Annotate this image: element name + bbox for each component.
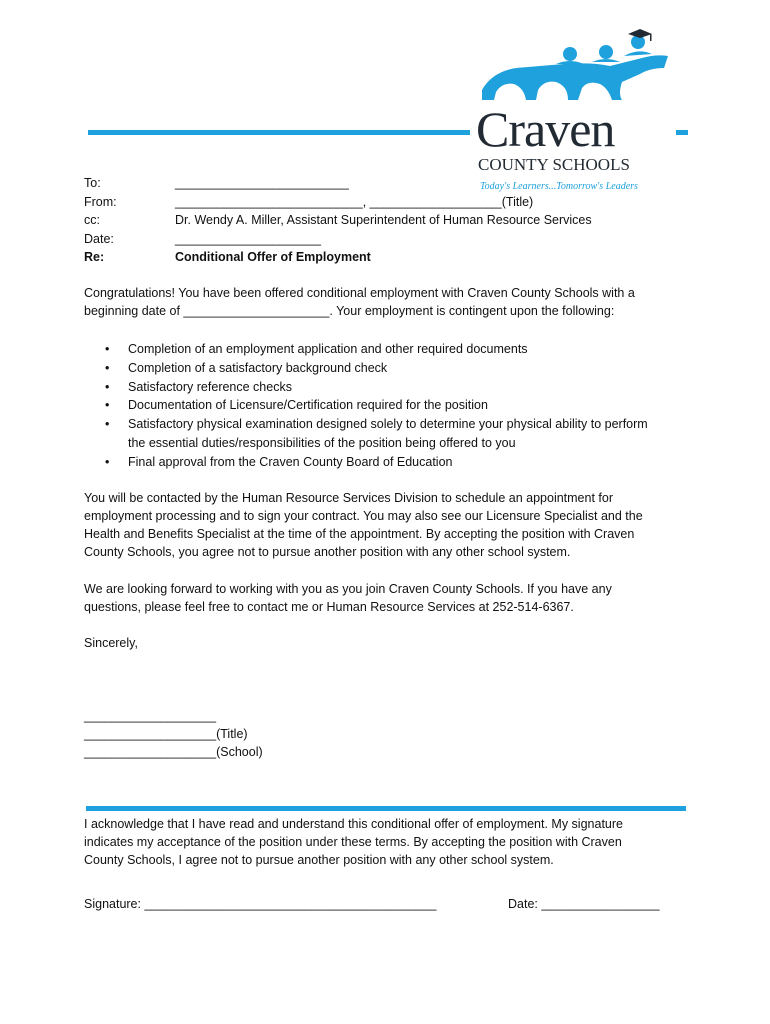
paragraph-line: Health and Benefits Specialist at the time of the appointment. By accepting the position with Craven <box>84 527 635 541</box>
bullet-icon: • <box>105 417 110 432</box>
bullet-icon: • <box>105 342 110 356</box>
list-item-text: Final approval from the Craven County Board of Education <box>128 454 453 469</box>
list-item-text: Satisfactory physical examination designed solely to determine your physical ability to perform <box>128 417 648 432</box>
list-item-text: Documentation of Licensure/Certification required for the position <box>128 398 488 413</box>
memo-to-label: To: <box>84 176 101 190</box>
list-item <box>84 415 648 434</box>
signatory-school-line: ___________________(School) <box>84 745 263 759</box>
list-item <box>84 453 648 472</box>
memo-subject: Conditional Offer of Employment <box>175 250 371 264</box>
list-item-text: Completion of a satisfactory background check <box>128 360 388 375</box>
bullet-icon: • <box>105 454 110 469</box>
memo-cc-label: cc: <box>84 213 100 227</box>
paragraph-line: indicates my acceptance of the position under these terms. By accepting the position with Craven <box>84 835 622 849</box>
logo-tagline: Today's Learners...Tomorrow's Leaders <box>480 181 638 192</box>
signature-field: Signature: __________________________________________ <box>84 897 437 911</box>
list-item-text: Satisfactory reference checks <box>128 379 292 394</box>
signature-date-field: Date: _________________ <box>508 897 660 911</box>
paragraph-line: You will be contacted by the Human Resource Services Division to schedule an appointment for <box>84 491 613 505</box>
list-item <box>84 359 648 378</box>
section-divider <box>86 806 686 811</box>
memo-to-value: _________________________ <box>175 176 349 190</box>
list-item-text: Completion of an employment application and other required documents <box>128 342 528 356</box>
paragraph-line: I acknowledge that I have read and understand this conditional offer of employment. My signature <box>84 817 623 831</box>
header-rule <box>88 130 470 135</box>
list-item-continuation <box>84 434 648 453</box>
list-item <box>84 378 648 397</box>
memo-date-value: _____________________ <box>175 231 321 246</box>
logo-name: Craven <box>476 101 615 157</box>
memo-re-label: Re: <box>84 250 105 264</box>
memo-date-label: Date: <box>84 231 114 246</box>
header-rule-end <box>676 130 688 135</box>
paragraph-line: County Schools, I agree not to pursue another position with any other school system. <box>84 853 554 867</box>
school-bridge-logo-icon <box>472 28 672 108</box>
bullet-icon: • <box>105 398 110 413</box>
paragraph-line: questions, please feel free to contact me or Human Resource Services at 252-514-6367. <box>84 600 574 614</box>
memo-from-label: From: <box>84 194 117 209</box>
craven-county-schools-logo <box>472 28 672 192</box>
signatory-block <box>84 707 263 761</box>
paragraph-line: beginning date of _____________________. Your employment is contingent upon the following: <box>84 304 615 318</box>
acknowledgement-paragraph <box>84 815 694 869</box>
bullet-icon: • <box>105 360 110 375</box>
paragraph-line: We are looking forward to working with you as you join Craven County Schools. If you have any <box>84 582 612 596</box>
memo-cc-value: Dr. Wendy A. Miller, Assistant Superintendent of Human Resource Services <box>175 213 592 227</box>
signatory-name-line: ___________________ <box>84 709 217 723</box>
list-item <box>84 396 648 415</box>
paragraph-line: employment processing and to sign your contract. You may also see our Licensure Specialist and the <box>84 509 643 523</box>
bullet-icon: • <box>105 379 110 394</box>
memo-from-value: ___________________________, ___________________(Title) <box>175 194 534 209</box>
list-item-text: the essential duties/responsibilities of the position being offered to you <box>128 435 516 450</box>
logo-subtitle: COUNTY SCHOOLS <box>478 155 630 174</box>
intro-paragraph <box>84 284 694 320</box>
salutation: Sincerely, <box>84 636 138 650</box>
conditions-list <box>84 340 648 472</box>
paragraph-line: County Schools, you agree not to pursue another position with any other school system. <box>84 545 571 559</box>
closing-paragraph <box>84 580 694 616</box>
paragraph-line: Congratulations! You have been offered conditional employment with Craven County Schools with a <box>84 286 635 300</box>
contact-paragraph <box>84 489 694 561</box>
list-item <box>84 340 648 359</box>
signatory-title-line: ___________________(Title) <box>84 727 248 741</box>
